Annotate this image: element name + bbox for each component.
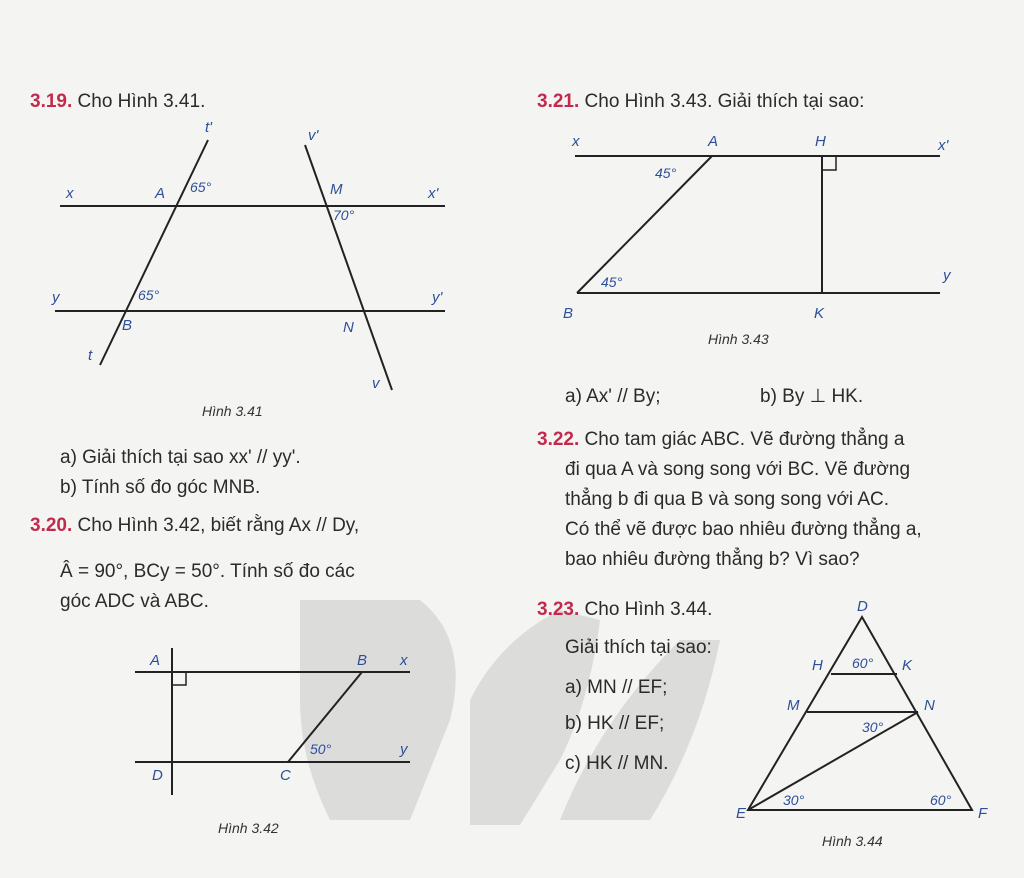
- label-x: x: [66, 185, 74, 202]
- label-N: N: [924, 697, 935, 714]
- problem-number: 3.22.: [537, 429, 580, 450]
- label-y: y: [52, 289, 60, 306]
- label-C: C: [280, 767, 291, 784]
- label-B: B: [122, 317, 133, 334]
- problem-3-22-line: Có thể vẽ được bao nhiêu đường thẳng a,: [565, 519, 922, 540]
- label-K: K: [902, 657, 913, 674]
- problem-number: 3.23.: [537, 599, 580, 620]
- figure-caption: Hình 3.42: [218, 820, 279, 836]
- label-E: E: [736, 805, 747, 822]
- problem-text: Cho Hình 3.42, biết rằng Ax // Dy,: [72, 515, 360, 536]
- label-t2: t': [205, 119, 213, 136]
- label-v2: v': [308, 127, 319, 144]
- angle-label: 50°: [310, 741, 332, 757]
- problem-text: Cho Hình 3.41.: [72, 91, 206, 112]
- line-en: [748, 712, 918, 810]
- problem-3-20-line3: góc ADC và ABC.: [60, 591, 209, 612]
- problem-3-19-b: b) Tính số đo góc MNB.: [60, 477, 261, 498]
- label-x: x: [572, 133, 580, 150]
- angle-label: 70°: [333, 207, 355, 223]
- label-H: H: [812, 657, 823, 674]
- label-F: F: [978, 805, 988, 822]
- problem-3-22-line: đi qua A và song song với BC. Vẽ đường: [565, 459, 911, 480]
- angle-label: 30°: [862, 719, 884, 735]
- label-D: D: [152, 767, 163, 784]
- problem-3-23-a: a) MN // EF;: [565, 677, 668, 698]
- figure-caption: Hình 3.41: [202, 403, 263, 419]
- problem-3-20-line2: Â = 90°, BCy = 50°. Tính số đo các: [60, 561, 355, 582]
- problem-3-23-c: c) HK // MN.: [565, 753, 669, 774]
- angle-label: 60°: [852, 655, 874, 671]
- label-y2: y': [432, 289, 443, 306]
- label-M: M: [330, 181, 343, 198]
- label-y: y: [943, 267, 951, 284]
- problem-number: 3.19.: [30, 91, 73, 112]
- figure-caption: Hình 3.43: [708, 331, 769, 347]
- problem-3-22-line: thẳng b đi qua B và song song với AC.: [565, 489, 890, 510]
- label-N: N: [343, 319, 354, 336]
- label-M: M: [787, 697, 800, 714]
- angle-label: 45°: [655, 165, 677, 181]
- angle-label: 30°: [783, 792, 805, 808]
- label-H: H: [815, 133, 826, 150]
- label-D: D: [857, 598, 868, 615]
- label-A: A: [708, 133, 719, 150]
- problem-3-19-a: a) Giải thích tại sao xx' // yy'.: [60, 447, 301, 468]
- problem-number: 3.20.: [30, 515, 73, 536]
- angle-label: 65°: [138, 287, 160, 303]
- angle-label: 65°: [190, 179, 212, 195]
- problem-number: 3.21.: [537, 91, 580, 112]
- label-A: A: [155, 185, 166, 202]
- triangle-def: [748, 617, 972, 810]
- figure-caption: Hình 3.44: [822, 833, 883, 849]
- angle-label: 60°: [930, 792, 952, 808]
- label-K: K: [814, 305, 825, 322]
- problem-3-21-b: b) By ⊥ HK.: [760, 386, 864, 407]
- problem-3-23-intro: Giải thích tại sao:: [565, 637, 712, 658]
- angle-label: 45°: [601, 274, 623, 290]
- label-x2: x': [938, 137, 949, 154]
- label-B: B: [563, 305, 574, 322]
- label-B: B: [357, 652, 368, 669]
- problem-text: Cho Hình 3.44.: [579, 599, 713, 620]
- label-x: x: [400, 652, 408, 669]
- label-v: v: [372, 375, 380, 392]
- problem-3-22-line: bao nhiêu đường thẳng b? Vì sao?: [565, 549, 860, 570]
- problem-text: Cho Hình 3.43. Giải thích tại sao:: [579, 91, 865, 112]
- label-t: t: [88, 347, 93, 364]
- label-x2: x': [428, 185, 439, 202]
- problem-text: Cho tam giác ABC. Vẽ đường thẳng a: [579, 429, 905, 450]
- label-y: y: [400, 741, 408, 758]
- problem-3-21-a: a) Ax' // By;: [565, 386, 661, 407]
- label-A: A: [150, 652, 161, 669]
- problem-3-23-b: b) HK // EF;: [565, 713, 665, 734]
